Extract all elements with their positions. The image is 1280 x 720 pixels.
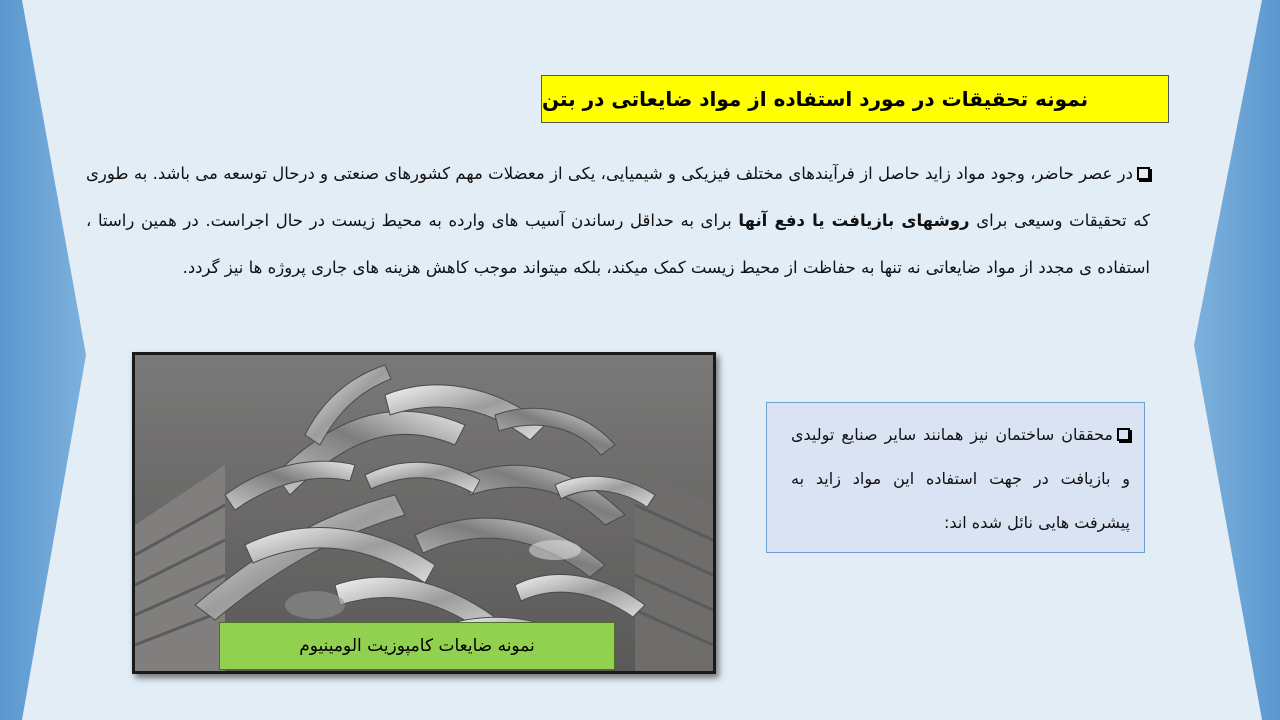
main-paragraph [86, 150, 1150, 291]
title-box [541, 75, 1169, 123]
main-paragraph-part1: در عصر حاضر، وجود مواد زاید حاصل از فرآیندهای مختلف فیزیکی و شیمیایی، یکی از معضلات مهم کشورهای صنعتی و درحال توسعه می باشد. به طوری که تحقیقات وسیعی برای [86, 164, 1150, 230]
side-box-text: محققان ساختمان نیز همانند سایر صنایع تولیدی و بازیافت در جهت استفاده این مواد زاید به پیشرفت هایی نائل شده اند: [791, 425, 1130, 532]
main-paragraph-bold: روشهای بازیافت یا دفع آنها [738, 211, 970, 230]
slide-title: نمونه تحقیقات در مورد استفاده از مواد ضایعاتی در بتن [542, 87, 1089, 111]
main-paragraph-part2: برای به حداقل رساندن آسیب های وارده به محیط زیست در حال اجراست. در همین راستا ، استفاده ی مجدد از مواد ضایعاتی نه تنها به حفاظت از محیط زیست کمک میکند، بلکه میتواند موجب کاهش هزینه های جاری پروژه ها نیز گردد. [86, 211, 1150, 277]
image-caption-box [219, 622, 615, 670]
left-chevron-shape [0, 0, 86, 720]
square-bullet-icon [1137, 167, 1150, 180]
square-bullet-icon [1117, 428, 1130, 441]
side-text-box [766, 402, 1145, 553]
right-chevron-shape [1194, 0, 1280, 720]
image-caption: نمونه ضایعات کامپوزیت الومینیوم [299, 636, 535, 656]
